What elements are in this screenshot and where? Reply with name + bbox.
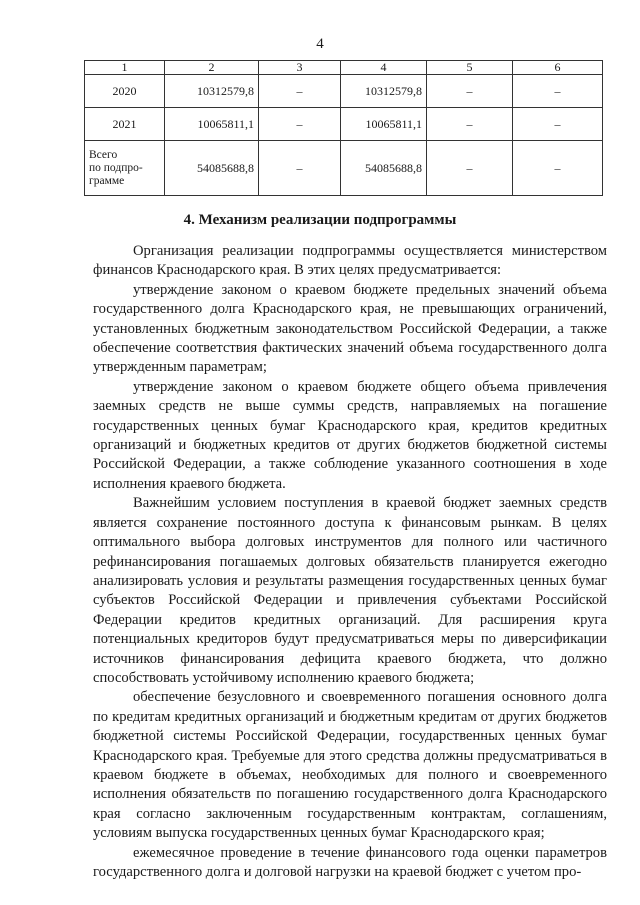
table-header-cell: 4 (341, 61, 427, 75)
body-text (93, 242, 607, 882)
table-cell: 10065811,1 (165, 108, 259, 141)
table-row (85, 108, 603, 141)
paragraph: утверждение законом о краевом бюджете предельных значений объема государственного долга Краснодарского края, не превышающих ограничений, установленных бюджетным законодательством Российской Федерации, а также обеспечение соответствия фактических значений объема государственного долга утвержденным параметрам; (93, 281, 607, 376)
table-cell: – (427, 108, 513, 141)
table-header-row (85, 61, 603, 75)
table-cell: – (513, 141, 603, 196)
paragraph: обеспечение безусловного и своевременного погашения основного долга по кредитам кредитных организаций и бюджетным кредитам от других бюджетов бюджетной системы Российской Федерации, государственных ценных бумаг Краснодарского края. Требуемые для этого средства должны предусматриваться в краевом бюджете в объемах, необходимых для полного и своевременного исполнения обязательств по погашению государственного долга Краснодарского края согласно заключенным государственным контрактам, соглашениям, условиям выпуска государственных ценных бумаг Краснодарского края; (93, 689, 607, 842)
table-cell-year: 2020 (85, 75, 165, 108)
table-cell: 54085688,8 (165, 141, 259, 196)
table-cell: 10065811,1 (341, 108, 427, 141)
table-cell: – (513, 75, 603, 108)
table-header-cell: 3 (259, 61, 341, 75)
table-header-cell: 6 (513, 61, 603, 75)
table-cell-year: 2021 (85, 108, 165, 141)
table-header-cell: 2 (165, 61, 259, 75)
table-cell: 10312579,8 (165, 75, 259, 108)
table-total-row (85, 141, 603, 196)
table-total-label (85, 141, 165, 196)
table-cell: – (427, 75, 513, 108)
budget-table (84, 60, 603, 196)
total-label-line: грамме (89, 174, 125, 187)
table-cell: – (259, 141, 341, 196)
table-row (85, 75, 603, 108)
table-cell: 10312579,8 (341, 75, 427, 108)
table-cell: – (427, 141, 513, 196)
table-cell: – (259, 108, 341, 141)
paragraph: утверждение законом о краевом бюджете общего объема привлечения заемных средств не выше суммы средств, направляемых на погашение государственных ценных бумаг Краснодарского края, кредитов кредитных организаций и бюджетных кредитов от других бюджетов бюджетной системы Российской Федерации, а также соблюдение указанного соотношения в ходе исполнения краевого бюджета. (93, 378, 607, 492)
section-title: 4. Механизм реализации подпрограммы (183, 212, 457, 228)
total-label-line: по подпро- (89, 161, 143, 174)
table-cell: 54085688,8 (341, 141, 427, 196)
paragraph: ежемесячное проведение в течение финансового года оценки параметров государственного долга и долговой нагрузки на краевой бюджет с учетом про- (93, 844, 607, 880)
page-number: 4 (316, 36, 324, 52)
table-cell: – (259, 75, 341, 108)
table-header-cell: 5 (427, 61, 513, 75)
total-label-line: Всего (89, 148, 118, 161)
table-cell: – (513, 108, 603, 141)
paragraph: Организация реализации подпрограммы осуществляется министерством финансов Краснодарского края. В этих целях предусматривается: (93, 243, 607, 279)
paragraph: Важнейшим условием поступления в краевой бюджет заемных средств является сохранение постоянного доступа к финансовым рынкам. В целях оптимального выбора долговых инструментов для полного или частичного рефинансирования погашаемых долговых обязательств планируется ежегодно анализировать условия и результаты размещения государственных ценных бумаг субъектов Российской Федерации и привлечения субъектами Российской Федерации кредитов кредитных организаций. Для расширения круга потенциальных кредиторов будут предусматриваться меры по диверсификации источников финансирования дефицита краевого бюджета, что должно способствовать устойчивому исполнению краевого бюджета; (93, 495, 607, 686)
table-header-cell: 1 (85, 61, 165, 75)
